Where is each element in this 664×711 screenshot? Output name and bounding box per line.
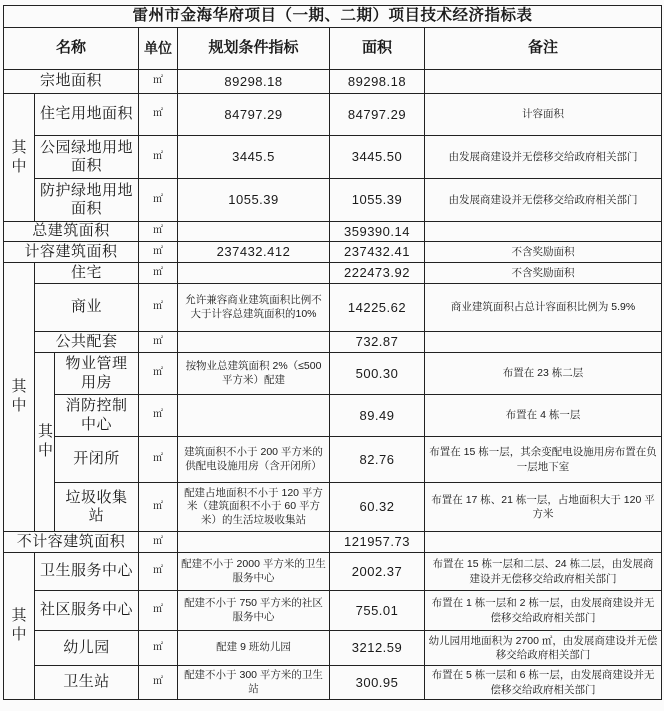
row-remark: 由发展商建设并无偿移交给政府相关部门: [425, 136, 662, 179]
header-remark: 备注: [425, 28, 662, 70]
row-condition: [178, 222, 330, 242]
header-row: [4, 28, 662, 70]
row-name: 宗地面积: [4, 70, 139, 94]
row-name: 卫生站: [35, 666, 139, 700]
row-condition: 允许兼容商业建筑面积比例不大于计容总建筑面积的10%: [178, 284, 330, 332]
row-area: 14225.62: [330, 284, 425, 332]
row-remark: 不含奖励面积: [425, 263, 662, 284]
row-condition: 配建不小于 300 平方米的卫生站: [178, 666, 330, 700]
table-row: [4, 591, 662, 631]
table-row: [4, 242, 662, 263]
row-condition: [178, 332, 330, 353]
row-area: 359390.14: [330, 222, 425, 242]
header-unit: 单位: [139, 28, 178, 70]
row-area: 60.32: [330, 483, 425, 532]
row-unit: ㎡: [139, 179, 178, 222]
row-condition: 配建 9 班幼儿园: [178, 631, 330, 666]
table-row: [4, 437, 662, 483]
row-area: 222473.92: [330, 263, 425, 284]
row-remark: 布置在 1 栋一层和 2 栋一层，由发展商建设并无偿移交给政府相关部门: [425, 591, 662, 631]
row-remark: [425, 70, 662, 94]
row-condition: [178, 395, 330, 437]
row-unit: ㎡: [139, 94, 178, 136]
header-area: 面积: [330, 28, 425, 70]
row-condition: 84797.29: [178, 94, 330, 136]
table-row: [4, 222, 662, 242]
row-remark: 不含奖励面积: [425, 242, 662, 263]
table-row: [4, 70, 662, 94]
row-name: 幼儿园: [35, 631, 139, 666]
row-unit: ㎡: [139, 70, 178, 94]
row-condition: 配建占地面积不小于 120 平方米（建筑面积不小于 60 平方米）的生活垃圾收集站: [178, 483, 330, 532]
table-row: [4, 483, 662, 532]
row-unit: ㎡: [139, 332, 178, 353]
group-label-floor-area: 其中: [4, 263, 35, 532]
table-row: [4, 136, 662, 179]
row-unit: ㎡: [139, 666, 178, 700]
row-condition: 按物业总建筑面积 2%（≤500 平方米）配建: [178, 353, 330, 395]
row-name: 社区服务中心: [35, 591, 139, 631]
table-row: [4, 263, 662, 284]
row-unit: ㎡: [139, 437, 178, 483]
row-name: 消防控制中心: [55, 395, 139, 437]
table-row: [4, 532, 662, 553]
row-area: 3445.50: [330, 136, 425, 179]
row-unit: ㎡: [139, 136, 178, 179]
row-area: 300.95: [330, 666, 425, 700]
row-name: 总建筑面积: [4, 222, 139, 242]
row-remark: 布置在 4 栋一层: [425, 395, 662, 437]
row-condition: 89298.18: [178, 70, 330, 94]
row-name: 住宅用地面积: [35, 94, 139, 136]
table-row: [4, 553, 662, 591]
table-row: [4, 284, 662, 332]
row-unit: ㎡: [139, 242, 178, 263]
row-name: 计容建筑面积: [4, 242, 139, 263]
group-label-non-counted: 其中: [4, 553, 35, 700]
row-unit: ㎡: [139, 483, 178, 532]
row-name: 防护绿地用地面积: [35, 179, 139, 222]
row-condition: 1055.39: [178, 179, 330, 222]
row-remark: 布置在 15 栋一层和二层、24 栋二层，由发展商建设并无偿移交给政府相关部门: [425, 553, 662, 591]
header-condition: 规划条件指标: [178, 28, 330, 70]
row-area: 755.01: [330, 591, 425, 631]
row-name: 商业: [35, 284, 139, 332]
group-label-land: 其中: [4, 94, 35, 222]
table-row: [4, 179, 662, 222]
row-name: 垃圾收集站: [55, 483, 139, 532]
row-area: 84797.29: [330, 94, 425, 136]
row-unit: ㎡: [139, 532, 178, 553]
row-area: 121957.73: [330, 532, 425, 553]
row-remark: 布置在 23 栋二层: [425, 353, 662, 395]
row-area: 732.87: [330, 332, 425, 353]
row-remark: 由发展商建设并无偿移交给政府相关部门: [425, 179, 662, 222]
row-condition: [178, 532, 330, 553]
table-row: [4, 631, 662, 666]
row-remark: 计容面积: [425, 94, 662, 136]
row-condition: 3445.5: [178, 136, 330, 179]
row-condition: 配建不小于 750 平方米的社区服务中心: [178, 591, 330, 631]
row-name: 卫生服务中心: [35, 553, 139, 591]
row-area: 82.76: [330, 437, 425, 483]
row-area: 3212.59: [330, 631, 425, 666]
row-name: 不计容建筑面积: [4, 532, 139, 553]
row-remark: 布置在 17 栋、21 栋一层，占地面积大于 120 平方米: [425, 483, 662, 532]
row-condition: 237432.412: [178, 242, 330, 263]
row-remark: [425, 532, 662, 553]
row-name: 公共配套: [35, 332, 139, 353]
row-remark: 商业建筑面积占总计容面积比例为 5.9%: [425, 284, 662, 332]
tech-economic-indicator-table: [3, 5, 662, 700]
row-unit: ㎡: [139, 353, 178, 395]
table-row: [4, 395, 662, 437]
row-unit: ㎡: [139, 553, 178, 591]
group-label-public-facilities: 其中: [35, 353, 55, 532]
row-unit: ㎡: [139, 631, 178, 666]
row-remark: 布置在 5 栋一层和 6 栋一层，由发展商建设并无偿移交给政府相关部门: [425, 666, 662, 700]
table-row: [4, 666, 662, 700]
row-remark: 幼儿园用地面积为 2700 ㎡，由发展商建设并无偿移交给政府相关部门: [425, 631, 662, 666]
row-unit: ㎡: [139, 263, 178, 284]
row-area: 2002.37: [330, 553, 425, 591]
row-condition: [178, 263, 330, 284]
row-area: 1055.39: [330, 179, 425, 222]
row-area: 500.30: [330, 353, 425, 395]
table-row: [4, 332, 662, 353]
row-condition: 建筑面积不小于 200 平方米的供配电设施用房（含开闭所）: [178, 437, 330, 483]
row-unit: ㎡: [139, 591, 178, 631]
row-name: 开闭所: [55, 437, 139, 483]
table-title: 雷州市金海华府项目（一期、二期）项目技术经济指标表: [4, 6, 662, 28]
header-name: 名称: [4, 28, 139, 70]
row-name: 物业管理用房: [55, 353, 139, 395]
row-area: 89.49: [330, 395, 425, 437]
row-unit: ㎡: [139, 395, 178, 437]
row-remark: [425, 222, 662, 242]
row-condition: 配建不小于 2000 平方米的卫生服务中心: [178, 553, 330, 591]
row-name: 公园绿地用地面积: [35, 136, 139, 179]
row-remark: 布置在 15 栋一层，其余变配电设施用房布置在负一层地下室: [425, 437, 662, 483]
table-row: [4, 353, 662, 395]
row-unit: ㎡: [139, 284, 178, 332]
table-row: [4, 94, 662, 136]
row-area: 237432.41: [330, 242, 425, 263]
title-row: [4, 6, 662, 28]
row-name: 住宅: [35, 263, 139, 284]
row-remark: [425, 332, 662, 353]
row-area: 89298.18: [330, 70, 425, 94]
row-unit: ㎡: [139, 222, 178, 242]
